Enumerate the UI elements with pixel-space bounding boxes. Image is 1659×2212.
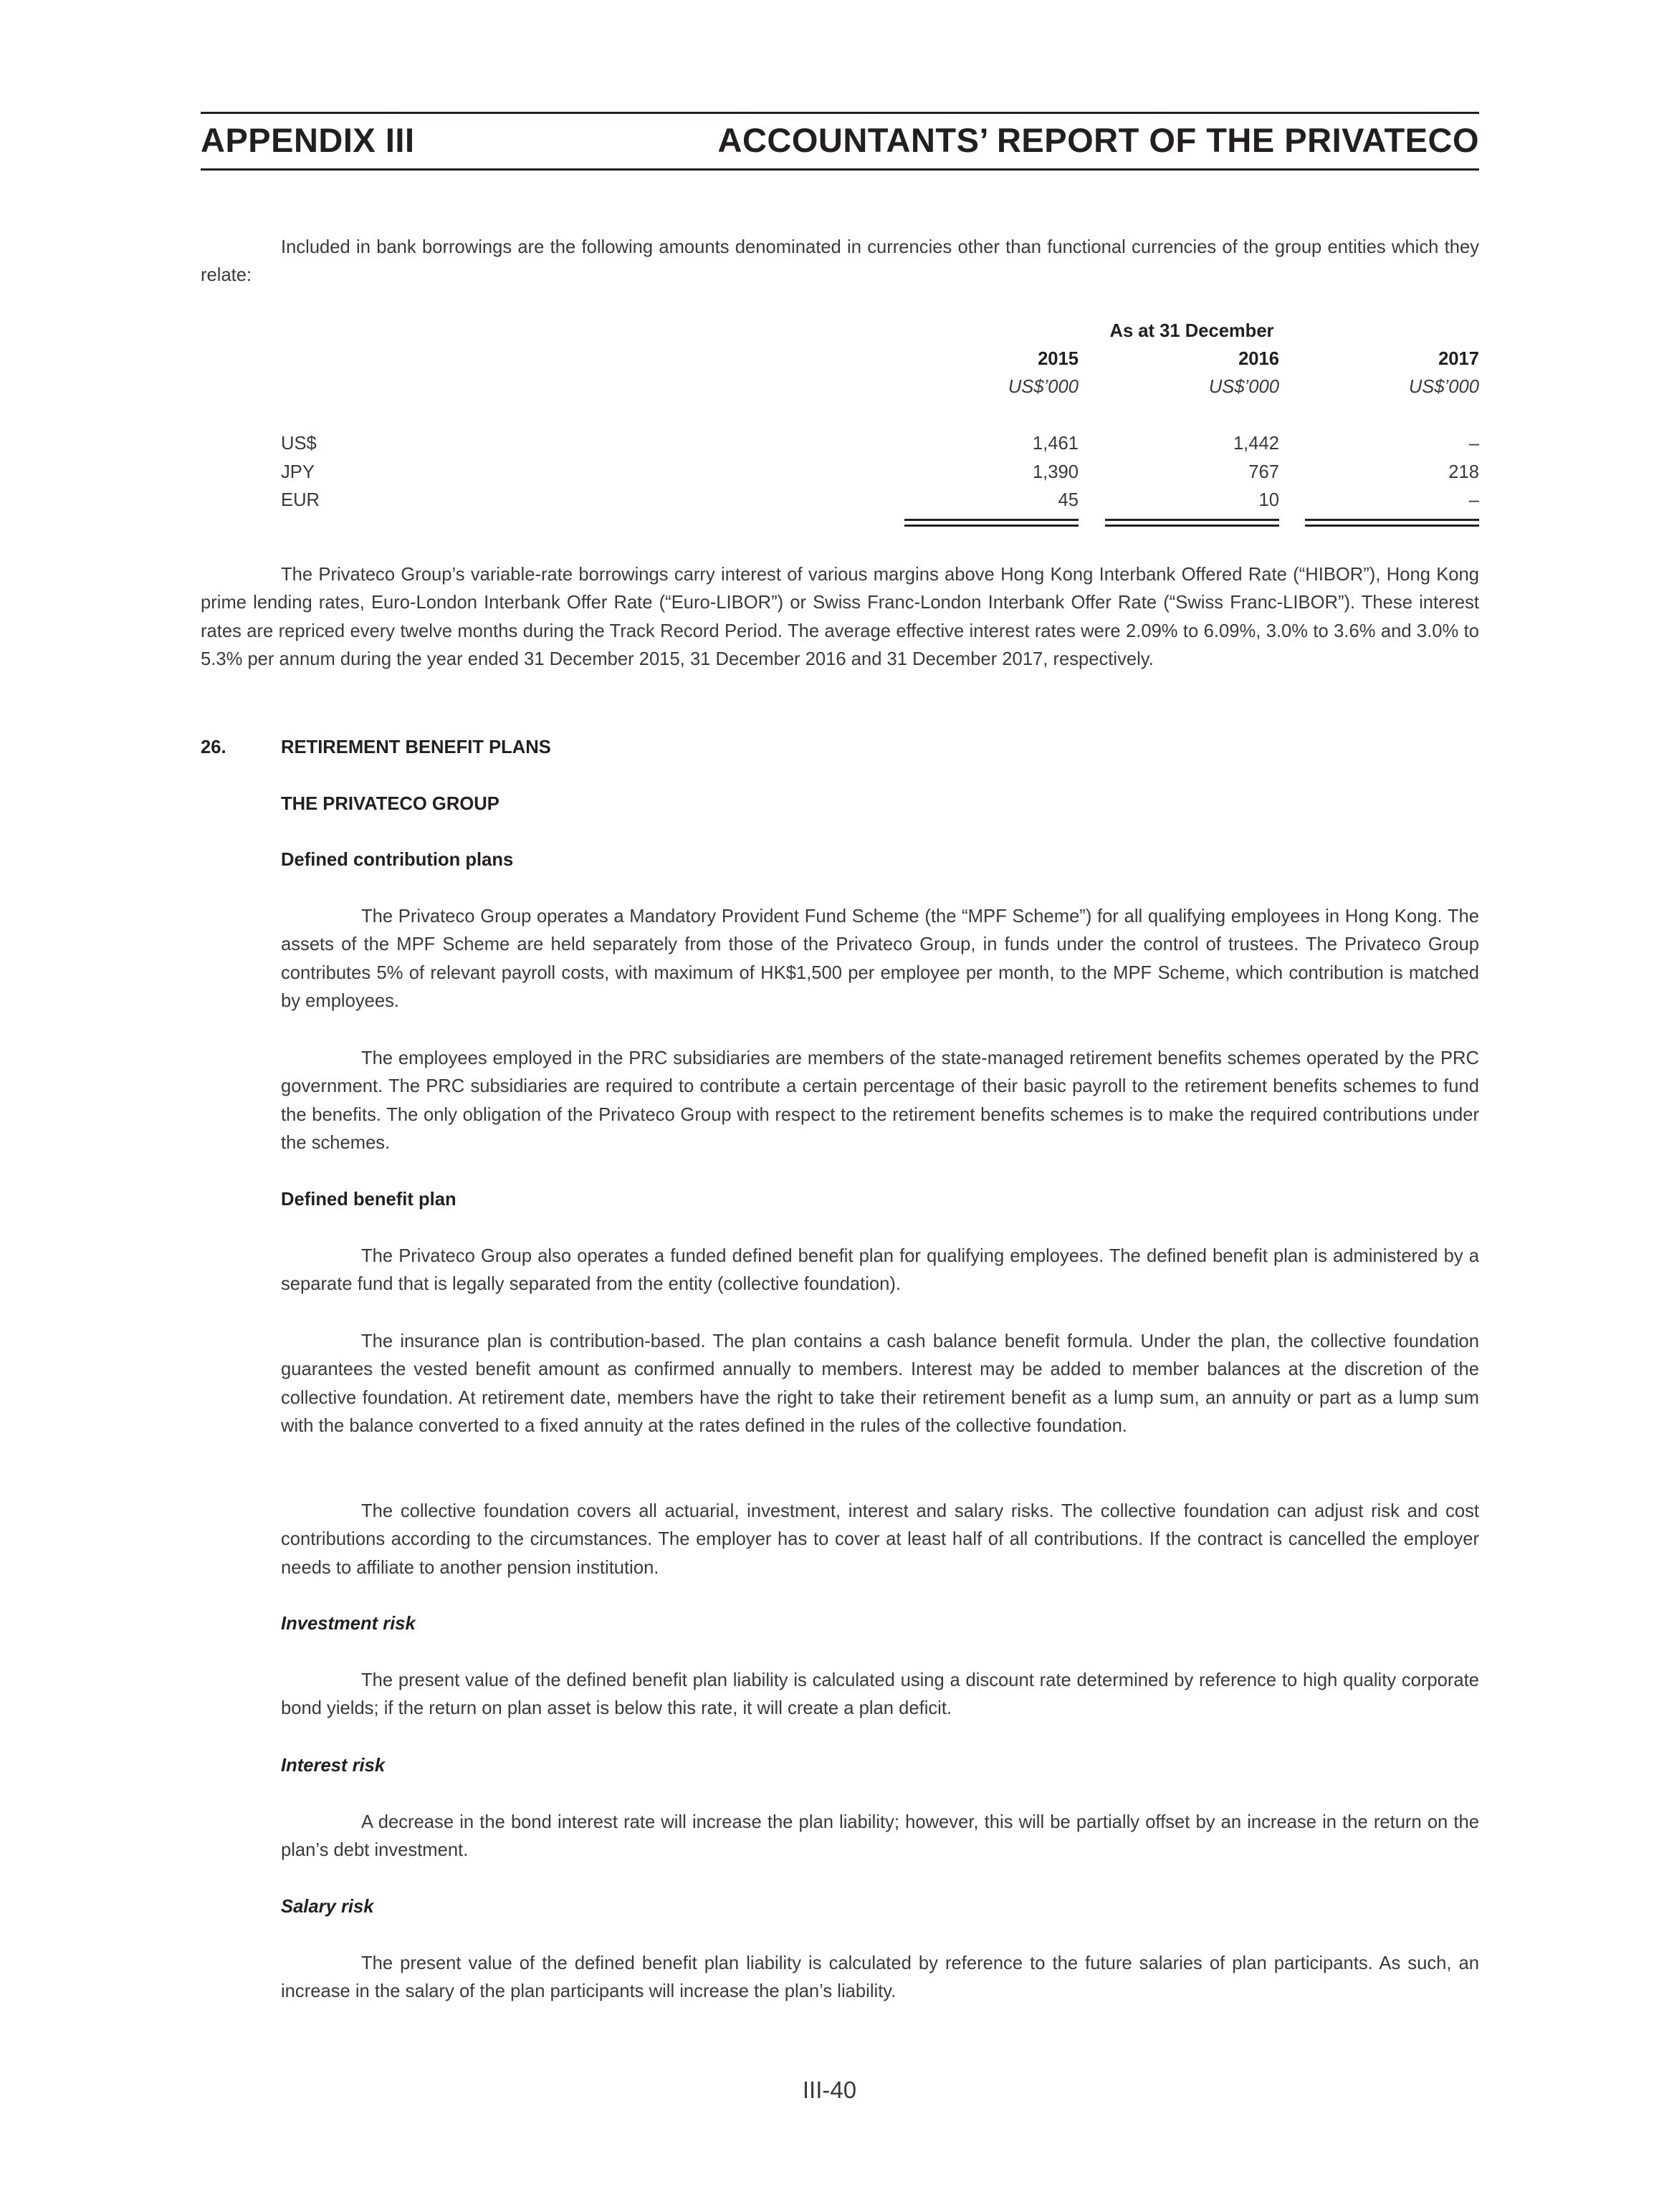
total-rule-2017-b: [1305, 525, 1479, 527]
header-bottom-rule: [201, 168, 1479, 171]
total-rule-2017-a: [1305, 519, 1479, 521]
cell-usd-2015: 1,461: [1032, 434, 1079, 454]
db-paragraph-2: [281, 1328, 1479, 1441]
cell-jpy-2017: 218: [1448, 462, 1479, 482]
appendix-title: APPENDIX III: [201, 121, 415, 159]
db-text-2: The insurance plan is contribution-based. The plan contains a cash balance benefit formula. Under the plan, the collective foundation guarantees the vested benefit amount as confirmed annually to members. Interest may be added to member balances at the discretion of the collective foundation. At retirement date, members have the right to take their retirement benefit as a lump sum, an annuity or part as a lump sum with the balance converted to a fixed annuity at the rates defined in the rules of the collective foundation.: [281, 1331, 1479, 1437]
salary-risk-text: The present value of the defined benefit plan liability is calculated by reference to the future salaries of plan participants. As such, an increase in the salary of the plan participants will increase the plan’s liability.: [281, 1953, 1479, 2002]
cell-jpy-2016: 767: [1248, 462, 1279, 482]
page-number: III-40: [802, 2077, 857, 2103]
intro-paragraph: [201, 234, 1479, 290]
total-rule-2016-a: [1105, 519, 1279, 521]
row-label-jpy: JPY: [281, 462, 315, 482]
salary-risk-paragraph: [281, 1950, 1479, 2006]
cell-eur-2015: 45: [1058, 490, 1079, 510]
cell-eur-2016: 10: [1258, 490, 1279, 510]
cell-usd-2017: –: [1468, 434, 1479, 454]
cell-usd-2016: 1,442: [1233, 434, 1279, 454]
salary-risk-heading: Salary risk: [281, 1897, 374, 1917]
dc-paragraph-1: [281, 903, 1479, 1016]
interest-risk-text: A decrease in the bond interest rate will increase the plan liability; however, this will be partially offset by an increase in the return on the plan’s debt investment.: [281, 1812, 1479, 1861]
year-header-2015: 2015: [1038, 349, 1079, 369]
cell-eur-2017: –: [1468, 490, 1479, 510]
section-title: RETIREMENT BENEFIT PLANS: [281, 737, 551, 757]
dc-heading: Defined contribution plans: [281, 850, 514, 870]
unit-2016: US$’000: [1208, 377, 1279, 397]
unit-2015: US$’000: [1008, 377, 1079, 397]
year-header-2016: 2016: [1238, 349, 1279, 369]
row-label-usd: US$: [281, 434, 317, 454]
investment-risk-text: The present value of the defined benefit plan liability is calculated using a discount rate determined by reference to high quality corporate bond yields; if the return on plan asset is below this rate, it will create a plan deficit.: [281, 1670, 1479, 1719]
interest-risk-heading: Interest risk: [281, 1756, 386, 1776]
investment-risk-heading: Investment risk: [281, 1614, 416, 1634]
dc-text-2: The employees employed in the PRC subsidiaries are members of the state-managed retirement benefits schemes operated by the PRC government. The PRC subsidiaries are required to contribute a certain percentage of their basic payroll to the retirement benefits schemes to fund the benefits. The only obligation of the Privateco Group with respect to the retirement benefits schemes is to make the required contributions under the schemes.: [281, 1048, 1479, 1154]
total-rule-2016-b: [1105, 525, 1279, 527]
db-paragraph-3: [281, 1498, 1479, 1582]
intro-text: Included in bank borrowings are the following amounts denominated in currencies other than functional currencies of the group entities which they relate:: [201, 237, 1479, 286]
report-title: ACCOUNTANTS’ REPORT OF THE PRIVATECO: [717, 121, 1479, 159]
header-top-rule: [201, 112, 1479, 114]
total-rule-2015-b: [904, 525, 1079, 527]
interest-risk-paragraph: [281, 1809, 1479, 1865]
group-subtitle: THE PRIVATECO GROUP: [281, 794, 499, 814]
table-group-header: As at 31 December: [1109, 321, 1274, 341]
year-header-2017: 2017: [1438, 349, 1479, 369]
investment-risk-paragraph: [281, 1667, 1479, 1723]
unit-2017: US$’000: [1408, 377, 1479, 397]
variable-rate-paragraph: [201, 561, 1479, 674]
dc-text-1: The Privateco Group operates a Mandatory Provident Fund Scheme (the “MPF Scheme”) for all qualifying employees in Hong Kong. The assets of the MPF Scheme are held separately from those of the Privateco Group, in funds under the control of trustees. The Privateco Group contributes 5% of relevant payroll costs, with maximum of HK$1,500 per employee per month, to the MPF Scheme, which contribution is matched by employees.: [281, 906, 1479, 1012]
dc-paragraph-2: [281, 1045, 1479, 1158]
total-rule-2015-a: [904, 519, 1079, 521]
db-text-3: The collective foundation covers all actuarial, investment, interest and salary risks. The collective foundation can adjust risk and cost contributions according to the circumstances. The employer has to cover at least half of all contributions. If the contract is cancelled the employer needs to affiliate to another pension institution.: [281, 1501, 1479, 1578]
cell-jpy-2015: 1,390: [1032, 462, 1079, 482]
db-heading: Defined benefit plan: [281, 1189, 456, 1210]
row-label-eur: EUR: [281, 490, 320, 510]
section-number: 26.: [201, 737, 226, 757]
db-paragraph-1: [281, 1243, 1479, 1299]
variable-rate-text: The Privateco Group’s variable-rate borrowings carry interest of various margins above Hong Kong Interbank Offered Rate (“HIBOR”), Hong Kong prime lending rates, Euro-London Interbank Offer Rate (“Euro-LIBOR”) or Swiss Franc-London Interbank Offer Rate (“Swiss Franc-LIBOR”). These interest rates are repriced every twelve months during the Track Record Period. The average effective interest rates were 2.09% to 6.09%, 3.0% to 3.6% and 3.0% to 5.3% per annum during the year ended 31 December 2015, 31 December 2016 and 31 December 2017, respectively.: [201, 565, 1479, 670]
db-text-1: The Privateco Group also operates a funded defined benefit plan for qualifying employees. The defined benefit plan is administered by a separate fund that is legally separated from the entity (collective foundation).: [281, 1246, 1479, 1295]
